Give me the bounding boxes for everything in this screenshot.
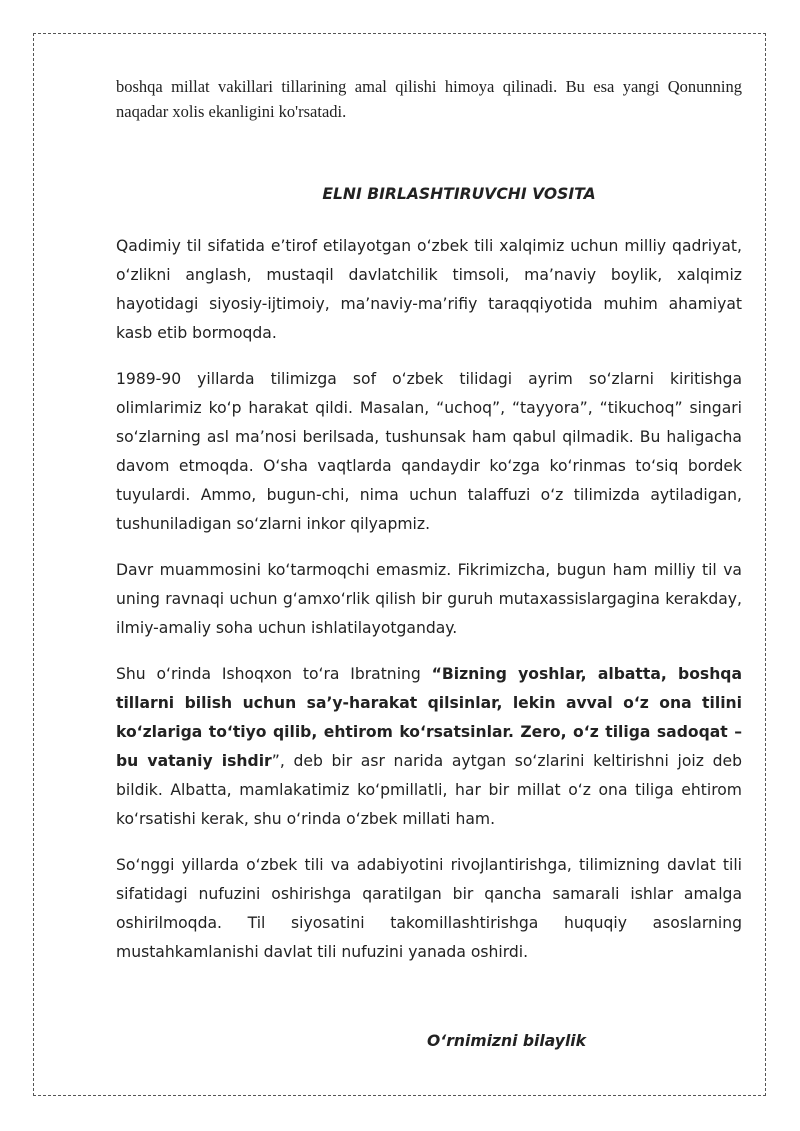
paragraph-5: So‘nggi yillarda o‘zbek tili va adabiyotini rivojlantirishga, tilimizning davlat tili sifatidagi nufuzini oshirishga qaratilgan bir qancha samarali ishlar amalga oshirilmoqda. Til siyosatini takomillashtirishga huquqiy asoslarning mustahkamlanishi davlat tili nufuzini yanada oshirdi.: [116, 856, 742, 961]
paragraph-4-prefix: Shu o‘rinda Ishoqxon to‘ra Ibratning: [116, 665, 432, 683]
article-title: ELNI BIRLASHTIRUVCHI VOSITA: [322, 185, 596, 203]
paragraph-2: 1989-90 yillarda tilimizga sof o‘zbek tilidagi ayrim so‘zlarni kiritishga olimlarimiz ko‘p harakat qildi. Masalan, “uchoq”, “tayyora”, “tikuchoq” singari so‘zlarning asl ma’nosi berilsada, tushunsak ham qabul qilmadik. Bu haligacha davom etmoqda. O‘sha vaqtlarda qandaydir ko‘zga ko‘rinmas to‘siq bordek tuyulardi. Ammo, bugun-chi, nima uchun talaffuzi o‘z tilimizda aytiladigan, tushuniladigan so‘zlarni inkor qilyapmiz.: [116, 370, 742, 533]
article-body: [116, 180, 742, 986]
paragraph-4-suffix: ”, deb bir asr narida aytgan so‘zlarini keltirishni joiz deb bildik. Albatta, mamlakatimiz ko‘pmillatli, har bir millat o‘z ona tiliga ehtirom ko‘rsatishi kerak, shu o‘rinda o‘zbek millati ham.: [116, 752, 742, 828]
paragraph-1: Qadimiy til sifatida e’tirof etilayotgan o‘zbek tili xalqimiz uchun milliy qadriyat, o‘zlikni anglash, mustaqil davlatchilik timsoli, ma’naviy boylik, xalqimiz hayotidagi siyosiy-ijtimoiy, ma’naviy-ma’rifiy taraqqiyotida muhim ahamiyat kasb etib bormoqda.: [116, 237, 742, 342]
signature: O‘rnimizni bilaylik: [427, 1032, 586, 1050]
intro-paragraph: boshqa millat vakillari tillarining amal qilishi himoya qilinadi. Bu esa yangi Qonunning naqadar xolis ekanligini ko'rsatadi.: [116, 77, 742, 121]
paragraph-4: [116, 660, 742, 834]
ibrat-quote: “Bizning yoshlar, albatta, boshqa tillarni bilish uchun sa’y-harakat qilsinlar, lekin avval o‘z ona tilini ko‘zlariga to‘tiyo qilib, ehtirom ko‘rsatsinlar. Zero, o‘z tiliga sadoqat – bu vataniy ishdir: [116, 665, 742, 770]
paragraph-3: Davr muammosini ko‘tarmoqchi emasmiz. Fikrimizcha, bugun ham milliy til va uning ravnaqi uchun g‘amxo‘rlik qilish bir guruh mutaxassislargagina kerakday, ilmiy-amaliy soha uchun ishlatilayotganday.: [116, 561, 742, 637]
